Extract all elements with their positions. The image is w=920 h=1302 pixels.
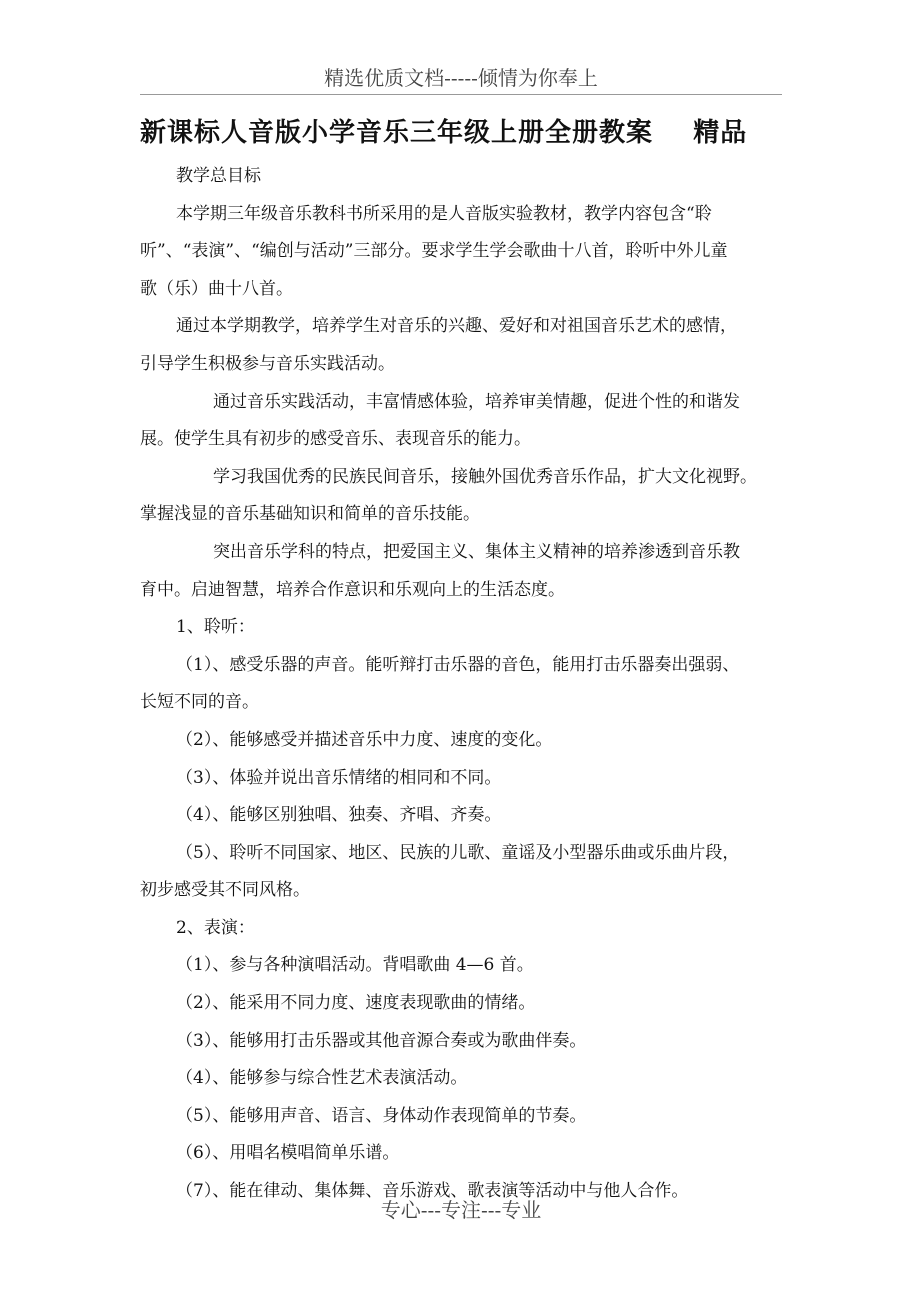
document-body — [140, 158, 800, 1211]
list-item: （3）、体验并说出音乐情绪的相同和不同。 — [176, 767, 502, 788]
paragraph-line: 歌（乐）曲十八首。 — [140, 278, 293, 299]
list-heading: 2、表演： — [176, 917, 255, 938]
header-divider — [140, 94, 782, 95]
section-heading: 教学总目标 — [176, 166, 261, 186]
paragraph-line: 学习我国优秀的民族民间音乐，接触外国优秀音乐作品，扩大文化视野。 — [213, 466, 757, 487]
list-item: （5）、能够用声音、语言、身体动作表现简单的节奏。 — [176, 1105, 587, 1126]
list-item: （6）、用唱名模唱简单乐谱。 — [176, 1143, 400, 1164]
paragraph-line: 听”、“表演”、“编创与活动”三部分。要求学生学会歌曲十八首，聆听中外儿童 — [140, 241, 728, 262]
list-item: （1）、感受乐器的声音。能听辩打击乐器的音色，能用打击乐器奏出强弱、 — [176, 654, 740, 675]
list-item: （3）、能够用打击乐器或其他音源合奏或为歌曲伴奏。 — [176, 1030, 587, 1051]
page-footer: 专心---专注---专业 — [380, 1198, 542, 1222]
paragraph-line: 育中。启迪智慧，培养合作意识和乐观向上的生活态度。 — [140, 579, 565, 600]
list-item: 初步感受其不同风格。 — [140, 880, 310, 901]
paragraph-line: 通过本学期教学，培养学生对音乐的兴趣、爱好和对祖国音乐艺术的感情， — [176, 316, 737, 337]
list-item: （4）、能够区别独唱、独奏、齐唱、齐奏。 — [176, 805, 502, 826]
paragraph-line: 掌握浅显的音乐基础知识和简单的音乐技能。 — [140, 504, 480, 525]
list-item: （4）、能够参与综合性艺术表演活动。 — [176, 1068, 468, 1089]
document-title: 新课标人音版小学音乐三年级上册全册教案 精品 — [140, 118, 748, 148]
page-header: 精选优质文档-----倾情为你奉上 — [324, 66, 598, 90]
paragraph-line: 突出音乐学科的特点，把爱国主义、集体主义精神的培养渗透到音乐教 — [213, 541, 740, 562]
list-item: （5）、聆听不同国家、地区、民族的儿歌、童谣及小型器乐曲或乐曲片段， — [176, 842, 740, 863]
list-heading: 1、聆听： — [176, 617, 255, 638]
paragraph-line: 本学期三年级音乐教科书所采用的是人音版实验教材，教学内容包含“聆 — [176, 203, 712, 224]
list-item: （7）、能在律动、集体舞、音乐游戏、歌表演等活动中与他人合作。 — [176, 1181, 689, 1202]
list-item: （2）、能够感受并描述音乐中力度、速度的变化。 — [176, 729, 553, 750]
list-item: 长短不同的音。 — [140, 692, 259, 713]
paragraph-line: 引导学生积极参与音乐实践活动。 — [140, 353, 395, 374]
paragraph-line: 通过音乐实践活动，丰富情感体验，培养审美情趣，促进个性的和谐发 — [213, 391, 740, 412]
list-item: （1）、参与各种演唱活动。背唱歌曲 4—6 首。 — [176, 955, 534, 976]
paragraph-line: 展。使学生具有初步的感受音乐、表现音乐的能力。 — [140, 429, 531, 450]
list-item: （2）、能采用不同力度、速度表现歌曲的情绪。 — [176, 993, 536, 1014]
